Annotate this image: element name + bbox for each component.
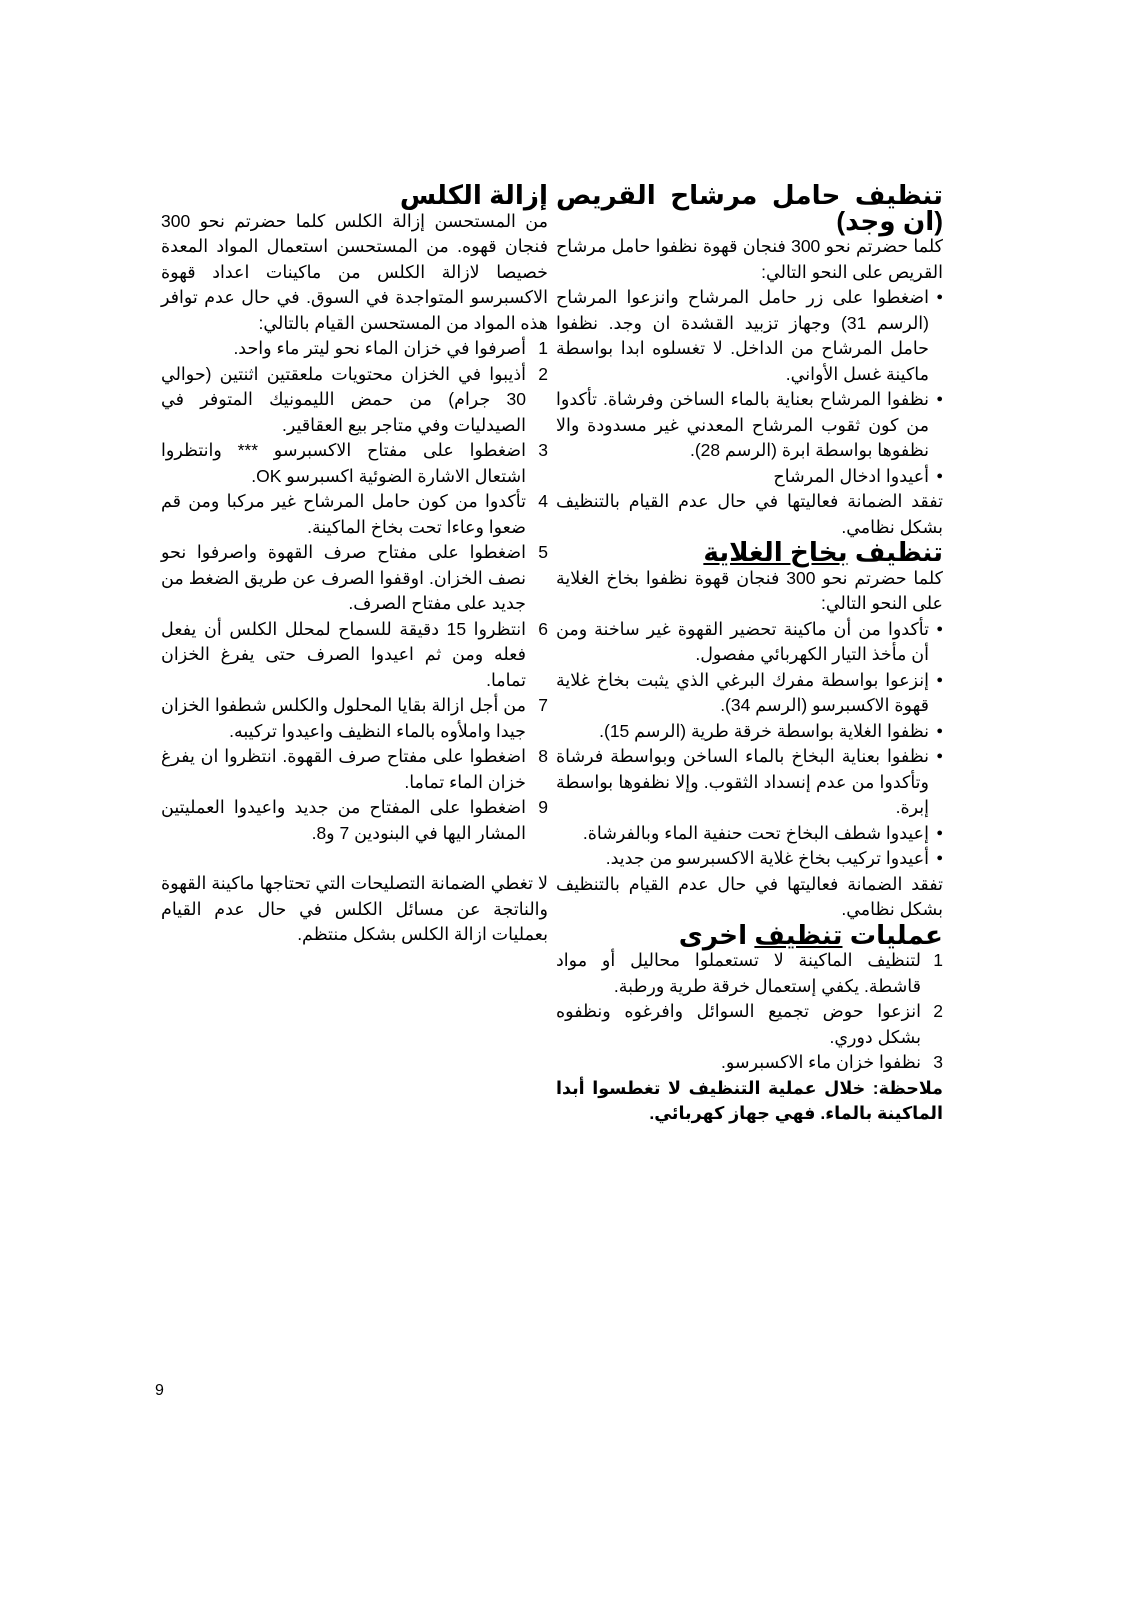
step-number: 3: [933, 1052, 943, 1072]
boiler-nozzle-heading: [556, 537, 943, 567]
step-number: 2: [933, 1001, 943, 1021]
list-item: ● نظفوا بعناية البخاخ بالماء الساخن وبواسطة فرشاة وتأكدوا من عدم إنسداد الثقوب. وإلا نظفوها بواسطة إبرة.: [556, 744, 943, 821]
step-number: 6: [538, 618, 548, 639]
list-item: ● تأكدوا من أن ماكينة تحضير القهوة غير ساخنة ومن أن مأخذ التيار الكهربائي مفصول.: [556, 617, 943, 668]
step-text: انتظروا 15 دقيقة للسماح لمحلل الكلس أن يفعل فعله ومن ثم اعيدوا الصرف حتى يفرغ الخزان تماما.: [161, 618, 527, 690]
heading-underlined: بخاخ الغلاية: [703, 537, 848, 567]
list-item: [161, 489, 548, 540]
list-item: ● أعيدوا تركيب بخاخ غلاية الاكسبرسو من جديد.: [556, 846, 943, 872]
list-item: ● إنزعوا بواسطة مفرك البرغي الذي يثبت بخاخ غلاية قهوة الاكسبرسو (الرسم 34).: [556, 668, 943, 719]
list-item: ● أعيدوا ادخال المرشاح: [556, 464, 943, 490]
list-item: [556, 1050, 943, 1076]
boiler-nozzle-bullets: [556, 617, 943, 872]
step-text: اضغطوا على مفتاح الاكسبرسو *** وانتظروا اشتعال الاشارة الضوئية اكسبرسو OK.: [161, 440, 526, 486]
step-text: من أجل ازالة بقايا المحلول والكلس شطفوا الخزان جيدا واملأوه بالماء النظيف واعيدوا تركيبه.: [161, 695, 526, 741]
filter-holder-intro: كلما حضرتم نحو 300 فنجان قهوة نظفوا حامل مرشاح القريص على النحو التالي:: [556, 236, 943, 282]
list-item: [556, 999, 943, 1050]
other-cleaning-heading: [556, 919, 943, 950]
other-cleaning-section: [556, 919, 943, 1127]
list-item: [161, 693, 548, 744]
step-text: انزعوا حوض تجميع السوائل وافرغوه ونظفوه بشكل دوري.: [556, 1001, 921, 1047]
descaling-intro: من المستحسن إزالة الكلس كلما حضرتم نحو 300 فنجان قهوه. من المستحسن استعمال المواد المعدة خصيصا لازالة الكلس من ماكينات اعداد قهوة الاكسبرسو المتواجدة في السوق. في حال عدم توافر هذه المواد من المستحسن القيام بالتالي:: [161, 210, 548, 333]
heading-underlined: تنظيف: [754, 919, 843, 950]
list-item: [161, 744, 548, 795]
list-item: ● نظفوا المرشاح بعناية بالماء الساخن وفرشاة. تأكدوا من كون ثقوب المرشاح المعدني غير مسدودة والا نظفوها بواسطة ابرة (الرسم 28).: [556, 387, 943, 464]
descaling-section: [161, 180, 548, 948]
page-number: 9: [155, 1382, 164, 1399]
step-text: تأكدوا من كون حامل المرشاح غير مركبا ومن قم ضعوا وعاءا تحت بخاخ الماكينة.: [161, 491, 526, 537]
step-text: اضغطوا على مفتاح صرف القهوة. انتظروا ان يفرغ خزان الماء تماما.: [161, 746, 526, 792]
step-number: 9: [538, 797, 548, 817]
list-item: [161, 362, 548, 439]
step-number: 4: [538, 491, 548, 511]
filter-holder-section: [556, 180, 943, 540]
filter-holder-bullets: [556, 285, 943, 489]
step-number: 3: [538, 440, 548, 460]
filter-holder-warranty: تفقد الضمانة فعاليتها في حال عدم القيام بالتنظيف بشكل نظامي.: [556, 491, 943, 537]
spacer: [161, 846, 548, 871]
list-item: [161, 540, 548, 617]
step-number: 1: [538, 338, 548, 358]
step-text: اضغطوا على المفتاح من جديد واعيدوا العمليتين المشار اليها في البنودين 7 و8.: [161, 797, 526, 843]
boiler-nozzle-warranty: تفقد الضمانة فعاليتها في حال عدم القيام بالتنظيف بشكل نظامي.: [556, 873, 943, 919]
step-text: نظفوا خزان ماء الاكسبرسو.: [721, 1052, 921, 1072]
right-column: [556, 180, 943, 1127]
step-number: 7: [538, 695, 548, 715]
list-item: [161, 795, 548, 846]
cleaning-note: ملاحظة: خلال عملية التنظيف لا تغطسوا أبدا الماكينة بالماء. فهي جهاز كهربائي.: [556, 1077, 943, 1123]
boiler-nozzle-intro: كلما حضرتم نحو 300 فنجان قهوة نظفوا بخاخ الغلاية على النحو التالي:: [556, 567, 943, 613]
step-text: أذيبوا في الخزان محتويات ملعقتين اثنتين (حوالي 30 جرام) من حمض الليمونيك المتوفر في الصيدليات وفي متاجر بيع العقاقير.: [161, 363, 526, 435]
list-item: [161, 438, 548, 489]
list-item: ● نظفوا الغلاية بواسطة خرقة طرية (الرسم 15).: [556, 719, 943, 745]
descaling-steps: [161, 336, 548, 846]
descaling-heading: إزالة الكلس: [399, 180, 548, 210]
boiler-nozzle-section: [556, 537, 943, 923]
step-number: 1: [933, 950, 943, 970]
left-column: [161, 180, 548, 948]
list-item: ● إعيدوا شطف البخاخ تحت حنفية الماء وبالفرشاة.: [556, 821, 943, 847]
step-number: 5: [538, 542, 548, 562]
descaling-warranty: لا تغطي الضمانة التصليحات التي تحتاجها ماكينة القهوة والناتجة عن مسائل الكلس في حال عدم القيام بعمليات ازالة الكلس بشكل منتظم.: [161, 873, 548, 944]
filter-holder-heading: تنظيف حامل مرشاح القريص (ان وجد): [556, 180, 943, 236]
step-text: لتنظيف الماكينة لا تستعملوا محاليل أو مواد قاشطة. يكفي إستعمال خرقة طرية ورطبة.: [556, 950, 921, 996]
list-item: ● اضغطوا على زر حامل المرشاح وانزعوا المرشاح (الرسم 31) وجهاز تزبيد القشدة ان وجد. نظفوا حامل المرشاح من الداخل. لا تغسلوه ابدا بواسطة ماكينة غسل الأواني.: [556, 285, 943, 387]
heading-suffix: اخرى: [678, 919, 755, 950]
step-number: 8: [538, 746, 548, 766]
step-text: أصرفوا في خزان الماء نحو ليتر ماء واحد.: [233, 338, 526, 358]
step-number: 2: [538, 363, 548, 384]
heading-prefix: تنظيف: [847, 537, 943, 567]
step-text: اضغطوا على مفتاح صرف القهوة واصرفوا نحو نصف الخزان. اوقفوا الصرف عن طريق الضغط من جديد على مفتاح الصرف.: [161, 542, 526, 613]
list-item: [161, 617, 548, 694]
list-item: [556, 948, 943, 999]
other-cleaning-steps: [556, 948, 943, 1076]
list-item: [161, 336, 548, 362]
heading-prefix: عمليات: [842, 919, 943, 950]
